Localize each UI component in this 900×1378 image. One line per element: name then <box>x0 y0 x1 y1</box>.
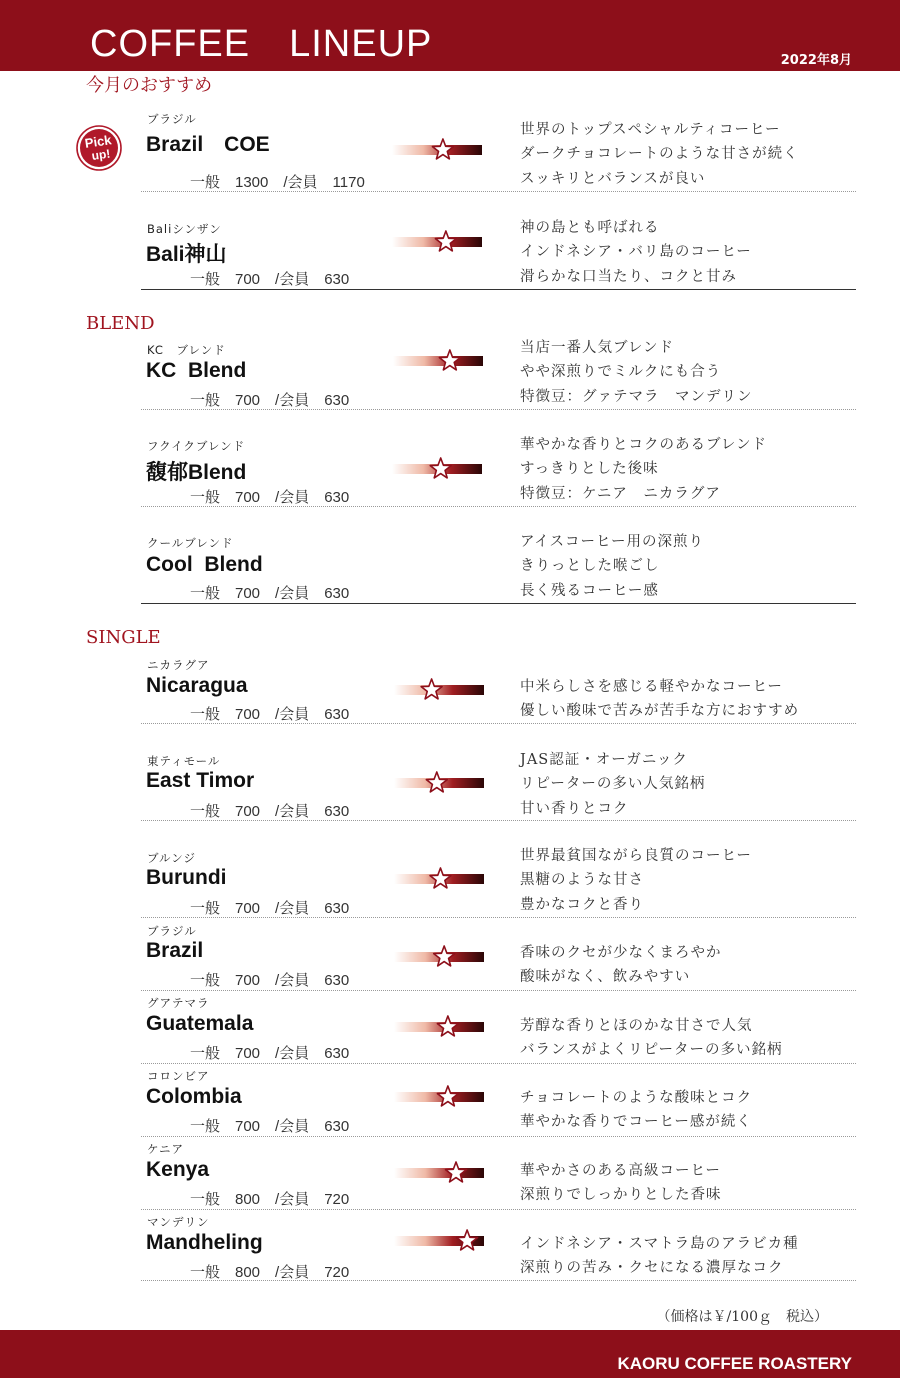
roast-star-icon <box>434 946 455 966</box>
item-name: Burundi <box>146 866 227 889</box>
roast-star-icon <box>430 458 451 478</box>
roast-gradient-bar <box>393 356 483 366</box>
item-description: インドネシア・スマトラ島のアラビカ種 深煎りの苦み・クセになる濃厚なコク <box>520 1236 799 1277</box>
section-title-single: SINGLE <box>86 627 161 648</box>
roast-star-icon <box>432 139 453 159</box>
item-price: 一般 800 /会員 720 <box>190 1264 350 1281</box>
item-description: 当店一番人気ブレンド やや深煎りでミルクにも合う 特徴豆：グァテマラ マンデリン <box>520 340 753 405</box>
pickup-line1: Pick <box>83 132 113 151</box>
item-name: Nicaragua <box>146 674 248 697</box>
roast-star-icon <box>446 1162 467 1182</box>
item-kana: ブラジル <box>147 924 197 938</box>
menu-item <box>141 992 856 1064</box>
price-note: （価格は￥/100ｇ 税込） <box>656 1309 828 1325</box>
item-name: Cool Blend <box>146 553 263 576</box>
menu-item <box>141 108 856 192</box>
roast-level-scale <box>394 1228 484 1254</box>
section-title-blend: BLEND <box>86 313 155 334</box>
item-name: East Timor <box>146 769 255 792</box>
item-kana: マンデリン <box>147 1215 210 1229</box>
item-description: アイスコーヒー用の深煎り きりっとした喉ごし 長く残るコーヒー感 <box>520 534 704 599</box>
item-price: 一般 700 /会員 630 <box>190 1118 350 1135</box>
item-kana: クールブレンド <box>147 536 234 550</box>
item-price: 一般 700 /会員 630 <box>190 489 350 506</box>
item-description: 華やかな香りとコクのあるブレンド すっきりとした後味 特徴豆：ケニア ニカラグア <box>520 437 768 502</box>
menu-item <box>141 1065 856 1137</box>
roast-level-scale <box>392 137 482 163</box>
menu-item <box>141 653 856 724</box>
item-kana: KC ブレンド <box>147 343 226 357</box>
issue-date: 2022年8月 <box>780 53 852 68</box>
menu-item <box>141 748 856 821</box>
item-price: 一般 700 /会員 630 <box>190 1045 350 1062</box>
page-title: COFFEE LINEUP <box>90 23 433 65</box>
item-price: 一般 1300 /会員 1170 <box>190 174 365 191</box>
item-price: 一般 700 /会員 630 <box>190 900 350 917</box>
roast-star-icon <box>430 868 451 888</box>
item-name: KC Blend <box>146 359 247 382</box>
roast-level-scale <box>394 1014 484 1040</box>
roast-star-icon <box>421 679 442 699</box>
roast-level-scale <box>392 229 482 255</box>
pickup-line2: up! <box>90 146 112 164</box>
menu-item <box>141 531 856 604</box>
shop-name: KAORU COFFEE ROASTERY <box>617 1354 852 1373</box>
item-description: 世界最貧国ながら良質のコーヒー 黒糖のような甘さ 豊かなコクと香り <box>520 848 752 913</box>
item-price: 一般 700 /会員 630 <box>190 585 350 602</box>
item-price: 一般 700 /会員 630 <box>190 972 350 989</box>
roast-level-scale <box>393 348 483 374</box>
menu-item <box>141 208 856 290</box>
menu-item <box>141 338 856 410</box>
item-description: 神の島とも呼ばれる インドネシア・バリ島のコーヒー 滑らかな口当たり、コクと甘み <box>520 220 752 285</box>
roast-level-scale <box>394 866 484 892</box>
roast-gradient-bar <box>394 1168 484 1178</box>
item-kana: ケニア <box>147 1142 185 1156</box>
pickup-badge-icon <box>75 124 123 172</box>
item-kana: ブラジル <box>147 112 197 126</box>
header-bar <box>0 0 900 71</box>
roast-star-icon <box>457 1230 478 1250</box>
section-title-recommend: 今月のおすすめ <box>86 75 213 96</box>
menu-item <box>141 920 856 991</box>
roast-star-icon <box>439 350 460 370</box>
item-name: Mandheling <box>146 1231 263 1254</box>
item-kana: フクイクブレンド <box>147 439 246 453</box>
menu-item <box>141 845 856 918</box>
item-kana: ブルンジ <box>147 851 196 865</box>
item-kana: グアテマラ <box>147 996 210 1010</box>
item-price: 一般 700 /会員 630 <box>190 392 350 409</box>
item-price: 一般 700 /会員 630 <box>190 803 350 820</box>
roast-level-scale <box>394 1084 484 1110</box>
item-description: 香味のクセが少なくまろやか 酸味がなく、飲みやすい <box>520 945 722 986</box>
roast-level-scale <box>394 770 484 796</box>
item-name: Kenya <box>146 1158 210 1181</box>
roast-star-icon <box>426 772 447 792</box>
item-name: Bali神山 <box>146 243 227 266</box>
item-name: Guatemala <box>146 1012 254 1035</box>
item-description: JAS認証・オーガニック リピーターの多い人気銘柄 甘い香りとコク <box>520 752 706 817</box>
item-description: 世界のトップスペシャルティコーヒー ダークチョコレートのような甘さが続く スッキリとバランスが良い <box>520 122 799 187</box>
item-kana: Baliシンザン <box>147 222 222 236</box>
item-name: Brazil COE <box>146 133 270 156</box>
roast-star-icon <box>435 231 456 251</box>
item-price: 一般 700 /会員 630 <box>190 706 350 723</box>
item-description: 芳醇な香りとほのかな甘さで人気 バランスがよくリピーターの多い銘柄 <box>520 1018 783 1059</box>
item-price: 一般 700 /会員 630 <box>190 271 350 288</box>
roast-level-scale <box>392 456 482 482</box>
item-name: 馥郁Blend <box>146 461 247 484</box>
footer-bar <box>0 1330 900 1378</box>
roast-level-scale <box>394 1160 484 1186</box>
item-description: チョコレートのような酸味とコク 華やかな香りでコーヒー感が続く <box>520 1090 753 1131</box>
item-kana: コロンビア <box>147 1069 210 1083</box>
item-description: 華やかさのある高級コーヒー 深煎りでしっかりとした香味 <box>520 1163 722 1204</box>
menu-item <box>141 1211 856 1281</box>
item-kana: ニカラグア <box>147 658 210 672</box>
item-name: Colombia <box>146 1085 242 1108</box>
item-name: Brazil <box>146 939 204 962</box>
item-description: 中米らしさを感じる軽やかなコーヒー 優しい酸味で苦みが苦手な方におすすめ <box>520 679 800 720</box>
menu-item <box>141 1138 856 1210</box>
item-kana: 東ティモール <box>147 754 221 768</box>
roast-level-scale <box>394 944 484 970</box>
roast-star-icon <box>437 1086 458 1106</box>
item-price: 一般 800 /会員 720 <box>190 1191 350 1208</box>
menu-item <box>141 434 856 507</box>
roast-star-icon <box>437 1016 458 1036</box>
roast-level-scale <box>394 677 484 703</box>
